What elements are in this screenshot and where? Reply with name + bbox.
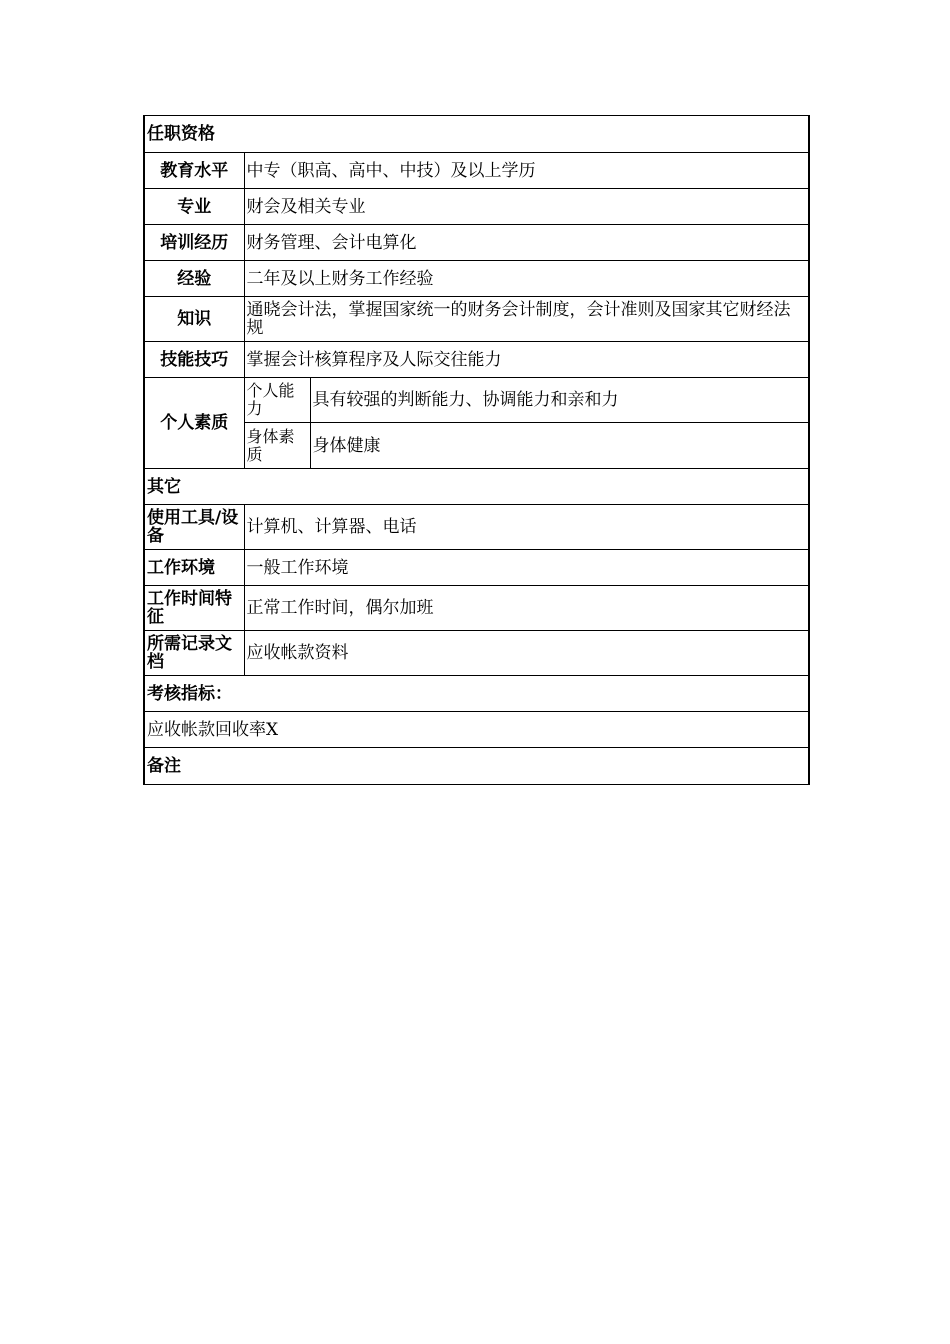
work-hours-row xyxy=(144,586,809,631)
physical-quality-row xyxy=(144,423,809,469)
assessment-header-row xyxy=(144,676,809,712)
records-row xyxy=(144,631,809,676)
skills-row xyxy=(144,342,809,378)
knowledge-value: 通晓会计法，掌握国家统一的财务会计制度，会计准则及国家其它财经法规 xyxy=(244,297,809,342)
skills-label: 技能技巧 xyxy=(144,342,244,378)
tools-label: 使用工具/设备 xyxy=(144,505,244,550)
major-label: 专业 xyxy=(144,189,244,225)
records-value: 应收帐款资料 xyxy=(244,631,809,676)
training-row xyxy=(144,225,809,261)
qualifications-heading: 任职资格 xyxy=(144,116,809,153)
major-value: 财会及相关专业 xyxy=(244,189,809,225)
remarks-heading: 备注 xyxy=(144,748,809,785)
experience-row xyxy=(144,261,809,297)
physical-quality-value: 身体健康 xyxy=(310,423,809,469)
training-label: 培训经历 xyxy=(144,225,244,261)
environment-label: 工作环境 xyxy=(144,550,244,586)
personal-ability-label: 个人能力 xyxy=(244,378,310,423)
other-header-row xyxy=(144,469,809,505)
knowledge-row xyxy=(144,297,809,342)
environment-value: 一般工作环境 xyxy=(244,550,809,586)
job-qualification-table xyxy=(143,115,810,785)
assessment-value: 应收帐款回收率X xyxy=(144,712,809,748)
training-value: 财务管理、会计电算化 xyxy=(244,225,809,261)
personal-ability-value: 具有较强的判断能力、协调能力和亲和力 xyxy=(310,378,809,423)
experience-label: 经验 xyxy=(144,261,244,297)
work-hours-value: 正常工作时间，偶尔加班 xyxy=(244,586,809,631)
education-label: 教育水平 xyxy=(144,153,244,189)
work-hours-label: 工作时间特征 xyxy=(144,586,244,631)
knowledge-label: 知识 xyxy=(144,297,244,342)
education-row xyxy=(144,153,809,189)
tools-row xyxy=(144,505,809,550)
assessment-heading: 考核指标： xyxy=(144,676,809,712)
qualifications-header-row xyxy=(144,116,809,153)
experience-value: 二年及以上财务工作经验 xyxy=(244,261,809,297)
skills-value: 掌握会计核算程序及人际交往能力 xyxy=(244,342,809,378)
tools-value: 计算机、计算器、电话 xyxy=(244,505,809,550)
environment-row xyxy=(144,550,809,586)
other-heading: 其它 xyxy=(144,469,809,505)
major-row xyxy=(144,189,809,225)
education-value: 中专（职高、高中、中技）及以上学历 xyxy=(244,153,809,189)
assessment-value-row xyxy=(144,712,809,748)
remarks-row xyxy=(144,748,809,785)
personal-quality-label: 个人素质 xyxy=(144,378,244,469)
personal-ability-row xyxy=(144,378,809,423)
records-label: 所需记录文档 xyxy=(144,631,244,676)
physical-quality-label: 身体素质 xyxy=(244,423,310,469)
